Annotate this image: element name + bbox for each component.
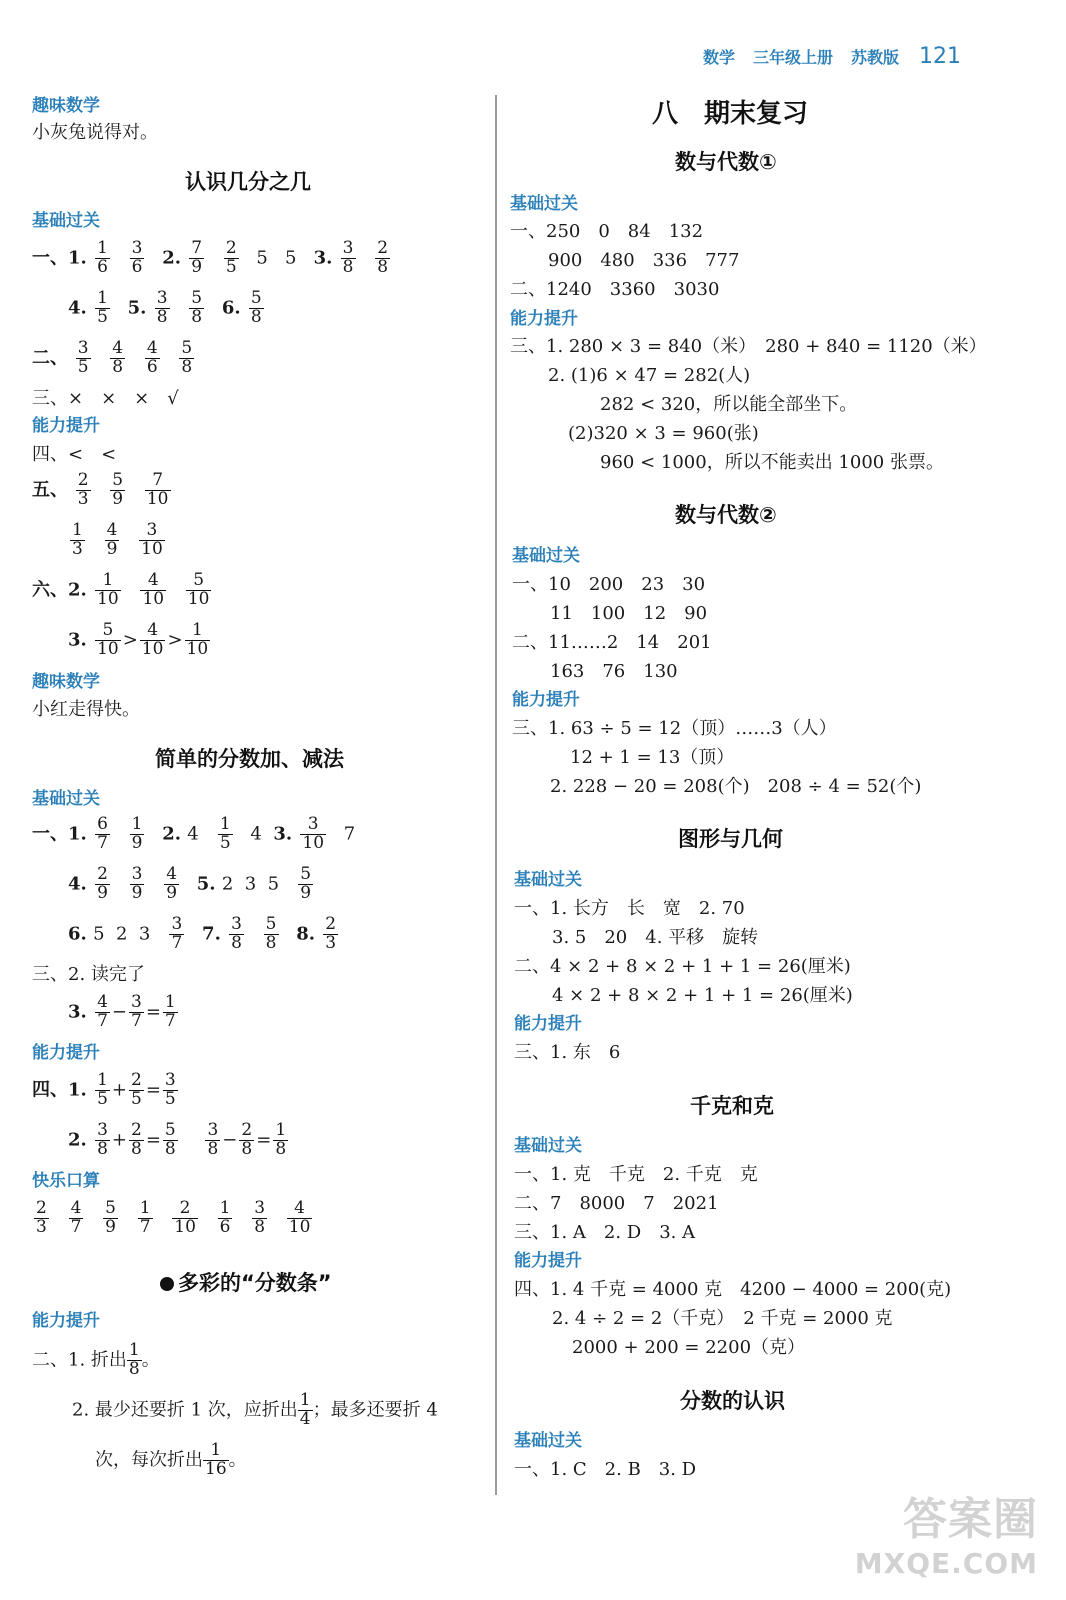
section-label: 能力提升 xyxy=(32,416,100,436)
fraction: $\frac{5}{9}$ xyxy=(112,470,124,509)
answer-line: 四、1. $\frac{1}{5}$ + $\frac{2}{5}$ = $\frac{3}{5}$ xyxy=(32,1070,176,1109)
section-label: 基础过关 xyxy=(510,194,578,214)
fraction: $\frac{3}{7}$ xyxy=(171,914,183,953)
answer-line: 2. 228 − 20 = 208(个) 208 ÷ 4 = 52(个) xyxy=(550,776,922,797)
answer-line: 900 480 336 777 xyxy=(548,250,740,271)
answer-line: 3. $\frac{4}{7}$ − $\frac{3}{7}$ = $\frac{1}{7}$ xyxy=(68,992,176,1031)
answer-line: 11 100 12 90 xyxy=(550,603,708,624)
answer-line: 一、250 0 84 132 xyxy=(510,221,704,242)
fraction: $\frac{4}{8}$ xyxy=(112,338,124,377)
section-label: 能力提升 xyxy=(510,309,578,329)
answer-line: 二、11……2 14 201 xyxy=(512,632,712,653)
fraction: $\frac{1}{8}$ xyxy=(275,1120,287,1159)
fraction: $\frac{5}{9}$ xyxy=(300,864,312,903)
section-label: 基础过关 xyxy=(514,870,582,890)
fraction: $\frac{2}{8}$ xyxy=(377,238,389,277)
answer-line: 五、 $\frac{2}{3}$ $\frac{5}{9}$ $\frac{7}{10}$ xyxy=(32,470,169,509)
fraction: $\frac{5}{8}$ xyxy=(181,338,193,377)
section-title: 数与代数① xyxy=(675,150,777,174)
fraction: $\frac{2}{3}$ xyxy=(325,914,337,953)
watermark-text: MXQE.COM xyxy=(854,1547,1038,1580)
fraction: $\frac{3}{6}$ xyxy=(131,238,143,277)
answer-line: 四、< < xyxy=(32,444,117,465)
watermark-logo-icon: 答案圈 xyxy=(903,1494,1038,1545)
answer-line: 二、 $\frac{3}{5}$ $\frac{4}{8}$ $\frac{4}{6}$ $\frac{5}{8}$ xyxy=(32,338,193,377)
section-title: 图形与几何 xyxy=(678,827,783,851)
answer-line: 3. 5 20 4. 平移 旋转 xyxy=(552,927,759,948)
fraction: $\frac{4}{6}$ xyxy=(146,338,158,377)
fraction: $\frac{5}{10}$ xyxy=(187,570,210,609)
fraction: $\frac{1}{5}$ xyxy=(219,814,231,853)
answer-text: 小红走得快。 xyxy=(32,699,140,720)
answer-line: 二、1. 折出 $\frac{1}{8}$ 。 xyxy=(32,1340,160,1379)
fraction: $\frac{2}{5}$ xyxy=(225,238,237,277)
fraction: $\frac{1}{10}$ xyxy=(186,620,209,659)
section-title xyxy=(160,1267,332,1297)
answer-line: 三、× × × √ xyxy=(32,388,179,409)
section-label: 基础过关 xyxy=(512,546,580,566)
answer-line: 2. $\frac{3}{8}$ + $\frac{2}{8}$ = $\frac{5}{8}$ $\frac{3}{8}$ − $\frac{2}{8}$ = $\frac{1}{8}$ xyxy=(68,1120,287,1159)
answer-line: 12 + 1 = 13（顶） xyxy=(570,747,735,768)
section-label: 趣味数学 xyxy=(32,672,100,692)
answer-line: 6. 5 2 3 $\frac{3}{7}$ 7. $\frac{3}{8}$ $\frac{5}{8}$ 8. $\frac{2}{3}$ xyxy=(68,914,337,953)
section-label: 能力提升 xyxy=(32,1043,100,1063)
fraction: $\frac{2}{3}$ xyxy=(36,1198,47,1237)
answer-text: 小灰兔说得对。 xyxy=(32,122,158,143)
answer-line: 三、1. A 2. D 3. A xyxy=(514,1222,696,1243)
fraction: $\frac{1}{6}$ xyxy=(97,238,108,277)
left-column xyxy=(0,0,470,1600)
fraction: $\frac{3}{8}$ xyxy=(207,1120,219,1159)
answer-line: 2. 4 ÷ 2 = 2（千克） 2 千克 = 2000 克 xyxy=(552,1308,893,1329)
fraction: $\frac{3}{5}$ xyxy=(77,338,89,377)
answer-line: 3. $\frac{5}{10}$ > $\frac{4}{10}$ > $\frac{1}{10}$ xyxy=(68,620,209,659)
answer-line: 一、10 200 23 30 xyxy=(512,574,706,595)
answer-line: (2)320 × 3 = 960(张) xyxy=(568,423,759,444)
section-label: 能力提升 xyxy=(514,1014,582,1034)
section-label: 能力提升 xyxy=(512,690,580,710)
answer-line: 2000 + 200 = 2200（克） xyxy=(572,1337,806,1358)
fraction: $\frac{1}{4}$ xyxy=(299,1390,311,1429)
fraction: $\frac{3}{5}$ xyxy=(164,1070,176,1109)
answer-line: 六、2. $\frac{1}{10}$ $\frac{4}{10}$ $\frac{5}{10}$ xyxy=(32,570,210,609)
answer-line: 三、2. 读完了 xyxy=(32,964,145,985)
fraction: $\frac{2}{10}$ xyxy=(174,1198,196,1237)
answer-line: 282 < 320，所以能全部坐下。 xyxy=(600,394,858,415)
fraction: $\frac{1}{7}$ xyxy=(164,992,176,1031)
fraction: $\frac{3}{8}$ xyxy=(97,1120,108,1159)
fraction: $\frac{5}{10}$ xyxy=(97,620,119,659)
answer-line: 163 76 130 xyxy=(550,661,678,682)
fraction: $\frac{1}{16}$ xyxy=(205,1440,227,1479)
fraction: $\frac{4}{7}$ xyxy=(97,992,108,1031)
fraction: $\frac{4}{7}$ xyxy=(70,1198,82,1237)
answer-line: 一、1. C 2. B 3. D xyxy=(514,1459,697,1480)
fraction: $\frac{5}{8}$ xyxy=(164,1120,176,1159)
section-label: 趣味数学 xyxy=(32,96,100,116)
fraction: $\frac{2}{5}$ xyxy=(130,1070,142,1109)
answer-line: 三、1. 280 × 3 = 840（米） 280 + 840 = 1120（米） xyxy=(510,336,987,357)
answer-line: 三、1. 东 6 xyxy=(514,1042,621,1063)
fraction: $\frac{4}{10}$ xyxy=(142,570,165,609)
section-label: 基础过关 xyxy=(32,789,100,809)
header-subject: 数学 xyxy=(702,48,735,67)
column-divider xyxy=(495,95,497,1495)
header-grade: 三年级上册 xyxy=(752,48,833,67)
section-label: 能力提升 xyxy=(514,1251,582,1271)
answer-line: 二、7 8000 7 2021 xyxy=(514,1193,719,1214)
answer-line: 二、4 × 2 + 8 × 2 + 1 + 1 = 26(厘米) xyxy=(514,956,851,977)
answer-line: 一、1. $\frac{1}{6}$ $\frac{3}{6}$ 2. $\frac{7}{9}$ $\frac{2}{5}$ 5 5 3. $\frac{3}{8}$ $\frac{2}{8}$ xyxy=(32,238,389,277)
answer-line: 四、1. 4 千克 = 4000 克 4200 − 4000 = 200(克) xyxy=(514,1279,952,1300)
answer-line: 2. 最少还要折 1 次，应折出 $\frac{1}{4}$ ；最多还要折 4 xyxy=(72,1390,438,1429)
fraction: $\frac{1}{5}$ xyxy=(97,288,108,327)
fraction: $\frac{5}{8}$ xyxy=(265,914,277,953)
section-label: 基础过关 xyxy=(32,211,100,231)
section-label: 能力提升 xyxy=(32,1311,100,1331)
fraction: $\frac{7}{10}$ xyxy=(146,470,169,509)
section-title: 认识几分之几 xyxy=(185,170,311,194)
fraction: $\frac{2}{8}$ xyxy=(241,1120,253,1159)
fraction: $\frac{3}{10}$ xyxy=(302,814,325,853)
answer-line: 三、1. 63 ÷ 5 = 12（顶）……3（人） xyxy=(512,718,837,739)
right-column xyxy=(500,0,1020,1600)
section-label: 基础过关 xyxy=(514,1136,582,1156)
fraction: $\frac{3}{8}$ xyxy=(231,914,242,953)
fraction: $\frac{1}{7}$ xyxy=(139,1198,151,1237)
section-label: 快乐口算 xyxy=(32,1171,100,1191)
bullet-dot-icon xyxy=(160,1277,174,1291)
fraction: $\frac{5}{8}$ xyxy=(191,288,203,327)
fraction: $\frac{4}{10}$ xyxy=(288,1198,311,1237)
fraction: $\frac{3}{8}$ xyxy=(342,238,354,277)
watermark xyxy=(855,1483,1038,1580)
fraction: $\frac{1}{3}$ xyxy=(72,520,83,559)
fraction: $\frac{4}{9}$ xyxy=(106,520,118,559)
answer-line: 次，每次折出 $\frac{1}{16}$ 。 xyxy=(95,1440,247,1479)
answer-line: 4. $\frac{1}{5}$ 5. $\frac{3}{8}$ $\frac{5}{8}$ 6. $\frac{5}{8}$ xyxy=(68,288,262,327)
fraction: $\frac{6}{7}$ xyxy=(97,814,108,853)
answer-line: 一、1. 长方 长 宽 2. 70 xyxy=(514,898,745,919)
fraction: $\frac{3}{10}$ xyxy=(141,520,163,559)
answer-line: 一、1. 克 千克 2. 千克 克 xyxy=(514,1164,758,1185)
fraction: $\frac{2}{9}$ xyxy=(97,864,108,903)
fraction: $\frac{1}{6}$ xyxy=(219,1198,231,1237)
answer-line: 4 × 2 + 8 × 2 + 1 + 1 = 26(厘米) xyxy=(552,985,853,1006)
section-title-text: 多彩的“分数条” xyxy=(178,1271,332,1295)
fraction: $\frac{3}{9}$ xyxy=(131,864,143,903)
fraction: $\frac{2}{3}$ xyxy=(77,470,89,509)
fraction: $\frac{5}{9}$ xyxy=(105,1198,116,1237)
fraction: $\frac{4}{10}$ xyxy=(141,620,164,659)
fraction: $\frac{2}{8}$ xyxy=(130,1120,142,1159)
fraction: $\frac{1}{5}$ xyxy=(97,1070,108,1109)
fraction: $\frac{3}{7}$ xyxy=(130,992,142,1031)
fraction: $\frac{3}{8}$ xyxy=(254,1198,266,1237)
section-title: 千克和克 xyxy=(690,1094,774,1118)
answer-line: 960 < 1000，所以不能卖出 1000 张票。 xyxy=(600,452,944,473)
section-title: 数与代数② xyxy=(675,503,777,527)
fraction: $\frac{1}{10}$ xyxy=(97,570,119,609)
answer-line: 二、1240 3360 3030 xyxy=(510,279,720,300)
fraction: $\frac{4}{9}$ xyxy=(166,864,178,903)
fraction: $\frac{3}{8}$ xyxy=(156,288,168,327)
page-number: 121 xyxy=(919,44,961,69)
section-title: 分数的认识 xyxy=(680,1389,785,1413)
answer-line xyxy=(68,522,177,559)
answer-line: 4. $\frac{2}{9}$ $\frac{3}{9}$ $\frac{4}{9}$ 5. 2 3 5 $\frac{5}{9}$ xyxy=(68,864,312,903)
answer-line xyxy=(32,1200,324,1237)
answer-line: 一、1. $\frac{6}{7}$ $\frac{1}{9}$ 2. 4 $\frac{1}{5}$ 4 3. $\frac{3}{10}$ 7 xyxy=(32,814,356,853)
fraction: $\frac{1}{9}$ xyxy=(131,814,143,853)
section-title: 简单的分数加、减法 xyxy=(155,747,344,771)
section-label: 基础过关 xyxy=(514,1431,582,1451)
fraction: $\frac{1}{8}$ xyxy=(128,1340,140,1379)
fraction: $\frac{7}{9}$ xyxy=(191,238,203,277)
fraction: $\frac{5}{8}$ xyxy=(250,288,262,327)
chapter-title: 八 期末复习 xyxy=(652,99,809,129)
header-edition: 苏教版 xyxy=(850,48,899,67)
answer-line: 2. (1)6 × 47 = 282(人) xyxy=(548,365,751,386)
